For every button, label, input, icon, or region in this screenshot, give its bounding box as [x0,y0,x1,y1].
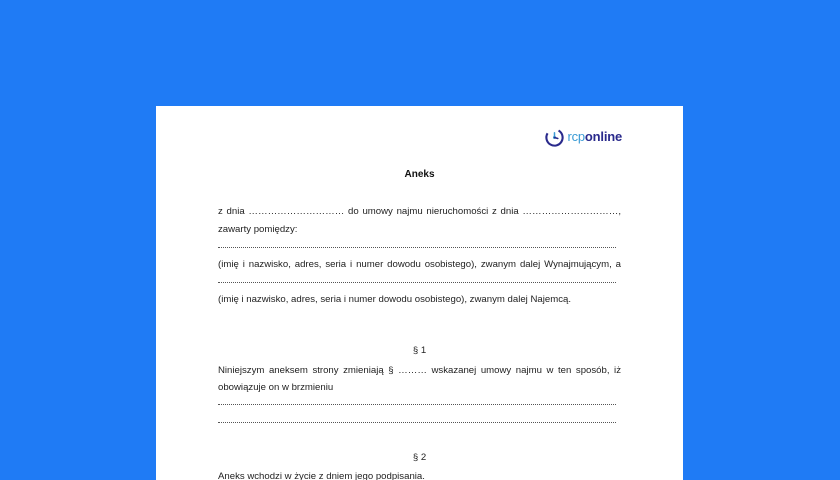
section-1-dotted-line-1 [218,403,616,405]
party1-label: (imię i nazwisko, adres, seria i numer dowodu osobistego), zwanym dalej Wynajmującym, a [218,259,621,270]
section-2-heading: § 2 [412,452,427,463]
section-1-line-2: obowiązuje on w brzmieniu [218,382,334,393]
section-1-dotted-line-2 [218,421,616,423]
section-2-line-1: Aneks wchodzi w życie z dniem jego podpisania. [218,471,425,480]
clock-icon [544,127,565,148]
document-title: Aneks [404,169,435,180]
section-1-heading: § 1 [412,345,427,356]
section-1-line-1: Niniejszym aneksem strony zmieniają § ……… wskazanej umowy najmu w ten sposób, iż [218,365,621,376]
intro-line-1: z dnia ………………………… do umowy najmu nieruchomości z dnia …………………………, [218,206,621,217]
document-page [156,106,683,480]
logo-text [567,127,622,147]
logo-rcp: rcp [567,129,585,144]
party2-dotted-line [218,281,616,283]
rcponline-logo [544,127,622,147]
party2-label: (imię i nazwisko, adres, seria i numer dowodu osobistego), zwanym dalej Najemcą. [218,294,571,305]
party1-dotted-line [218,246,616,248]
logo-online: online [584,129,622,144]
intro-line-2: zawarty pomiędzy: [218,224,298,235]
